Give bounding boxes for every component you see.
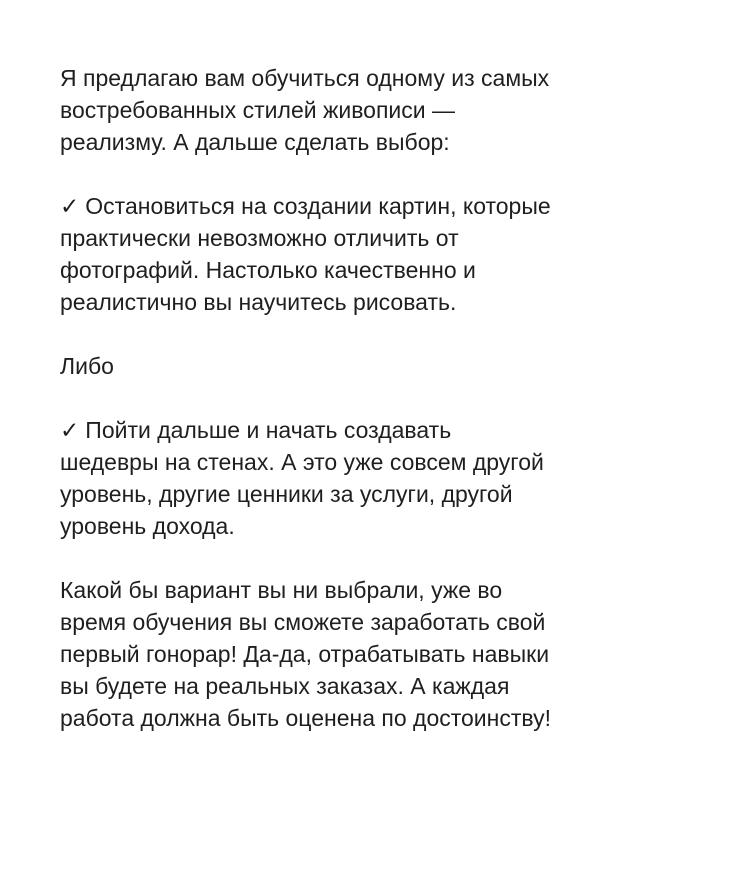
- checkmark-icon: ✓: [60, 193, 80, 219]
- intro-line: реализму. А дальше сделать выбор:: [60, 129, 450, 155]
- option-one-line: [60, 190, 700, 222]
- outro-line: первый гонорар! Да-да, отрабатывать навыки: [60, 641, 550, 667]
- intro-line: востребованных стилей живописи —: [60, 97, 456, 123]
- checkmark-icon: ✓: [60, 417, 80, 443]
- outro-line: время обучения вы сможете заработать свой: [60, 609, 546, 635]
- outro-line: работа должна быть оценена по достоинству!: [60, 705, 551, 731]
- intro-paragraph: [60, 62, 700, 158]
- separator-paragraph: [60, 350, 700, 382]
- outro-line: Какой бы вариант вы ни выбрали, уже во: [60, 577, 503, 603]
- option-two-paragraph: [60, 414, 700, 542]
- option-one-line: реалистично вы научитесь рисовать.: [60, 289, 457, 315]
- option-two-text: Пойти дальше и начать создавать: [85, 417, 452, 443]
- option-one-paragraph: [60, 190, 700, 318]
- option-two-line: шедевры на стенах. А это уже совсем другой: [60, 449, 544, 475]
- option-two-line: уровень дохода.: [60, 513, 235, 539]
- option-one-text: Остановиться на создании картин, которые: [85, 193, 551, 219]
- option-two-line: уровень, другие ценники за услуги, другой: [60, 481, 513, 507]
- option-one-line: фотографий. Настолько качественно и: [60, 257, 476, 283]
- option-one-line: практически невозможно отличить от: [60, 225, 459, 251]
- option-two-line: [60, 414, 700, 446]
- intro-line: Я предлагаю вам обучиться одному из самых: [60, 65, 550, 91]
- message-text: [60, 62, 700, 766]
- outro-line: вы будете на реальных заказах. А каждая: [60, 673, 510, 699]
- outro-paragraph: [60, 574, 700, 734]
- separator-text: Либо: [60, 353, 114, 379]
